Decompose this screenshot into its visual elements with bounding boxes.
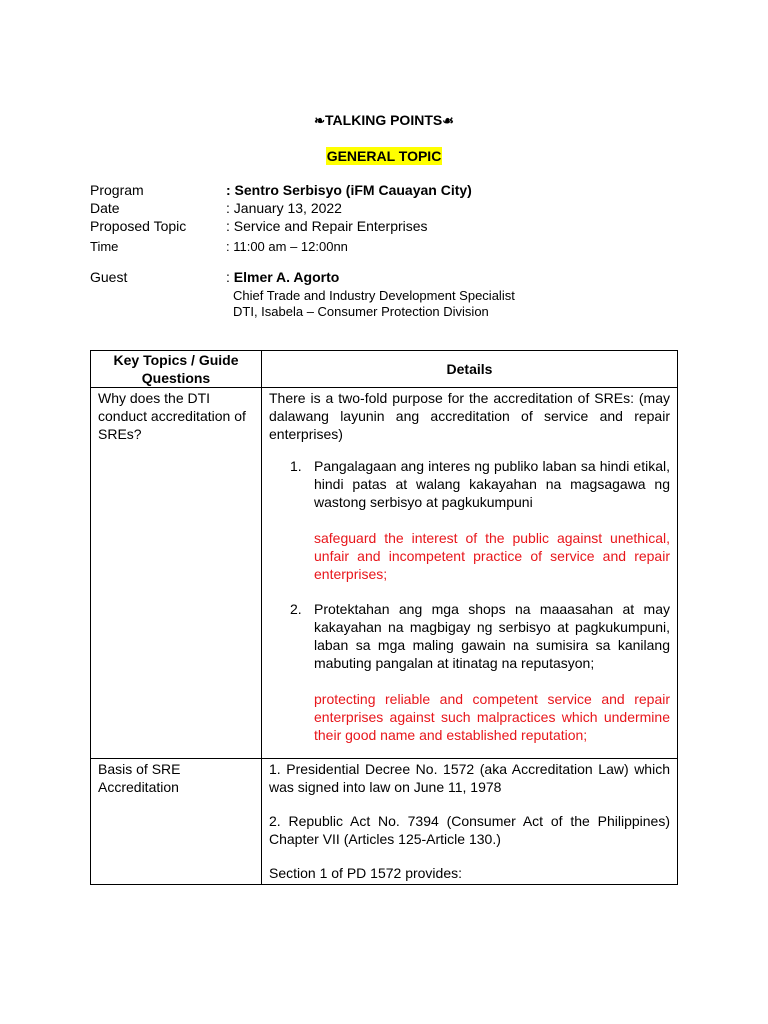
date-value: : January 13, 2022: [226, 200, 342, 216]
list-item-number: 2.: [290, 601, 302, 617]
time-label: Time: [90, 239, 119, 254]
header-key-topics: Key Topics / Guide Questions: [91, 351, 262, 388]
question-cell: [91, 388, 262, 759]
question-text: Why does the DTI conduct accreditation of SREs?: [98, 390, 246, 442]
purpose-intro: There is a two-fold purpose for the accreditation of SREs: (may dalawang layunin ang accreditation of service and repair enterprises): [269, 390, 670, 442]
general-topic-heading: [0, 146, 768, 166]
proposed-topic-value: : Service and Repair Enterprises: [226, 218, 428, 234]
details-cell: [262, 759, 678, 885]
right-ornament-icon: ☙: [442, 113, 454, 128]
time-value: : 11:00 am – 12:00nn: [226, 239, 348, 254]
list-item-text: Pangalagaan ang interes ng publiko laban sa hindi etikal, hindi patas at walang kakayahan na magsagawa ng wastong serbisyo at pagkukumpuni: [314, 458, 670, 510]
date-label: Date: [90, 200, 120, 216]
header-details: Details: [262, 351, 678, 388]
basis-item: 2. Republic Act No. 7394 (Consumer Act of the Philippines) Chapter VII (Articles 125-Article 130.): [269, 813, 670, 847]
translation-text: protecting reliable and competent service and repair enterprises against such malpractices which undermine their good name and established reputation;: [314, 691, 670, 743]
guest-title: Chief Trade and Industry Development Specialist: [233, 288, 515, 303]
table-header-row: [91, 351, 678, 388]
question-cell: [91, 759, 262, 885]
list-item-text: Protektahan ang mga shops na maaasahan at may kakayahan na magbigay ng serbisyo at pagkukumpuni, laban sa mga maling gawain na sumisira sa kanilang mabuting pangalan at itinatag na reputasyon;: [314, 601, 670, 671]
guest-label: Guest: [90, 269, 128, 285]
purpose-list: [269, 600, 670, 672]
translation-text: safeguard the interest of the public against unethical, unfair and incompetent practice of service and repair enterprises;: [314, 530, 670, 582]
general-topic-highlight: GENERAL TOPIC: [326, 148, 442, 164]
proposed-topic-label: Proposed Topic: [90, 218, 187, 234]
talking-points-table: [90, 350, 678, 885]
question-text: Basis of SRE Accreditation: [98, 761, 181, 795]
guest-name: Elmer A. Agorto: [233, 269, 340, 285]
details-cell: [262, 388, 678, 759]
left-ornament-icon: ❧: [314, 113, 326, 128]
list-item: [290, 457, 670, 511]
list-item: [290, 600, 670, 672]
basis-item: 1. Presidential Decree No. 1572 (aka Accreditation Law) which was signed into law on June 11, 1978: [269, 761, 670, 795]
program-label: Program: [90, 182, 144, 198]
guest-value: [226, 269, 339, 286]
program-value: : Sentro Serbisyo (iFM Cauayan City): [226, 182, 472, 198]
table-row: [91, 759, 678, 885]
list-item-number: 1.: [290, 458, 302, 474]
guest-office: DTI, Isabela – Consumer Protection Division: [233, 304, 489, 319]
title-text: TALKING POINTS: [325, 112, 443, 128]
basis-item: Section 1 of PD 1572 provides:: [269, 865, 463, 881]
document-title: [0, 110, 768, 131]
purpose-list: [269, 457, 670, 511]
table-row: [91, 388, 678, 759]
guest-colon: :: [226, 269, 234, 285]
